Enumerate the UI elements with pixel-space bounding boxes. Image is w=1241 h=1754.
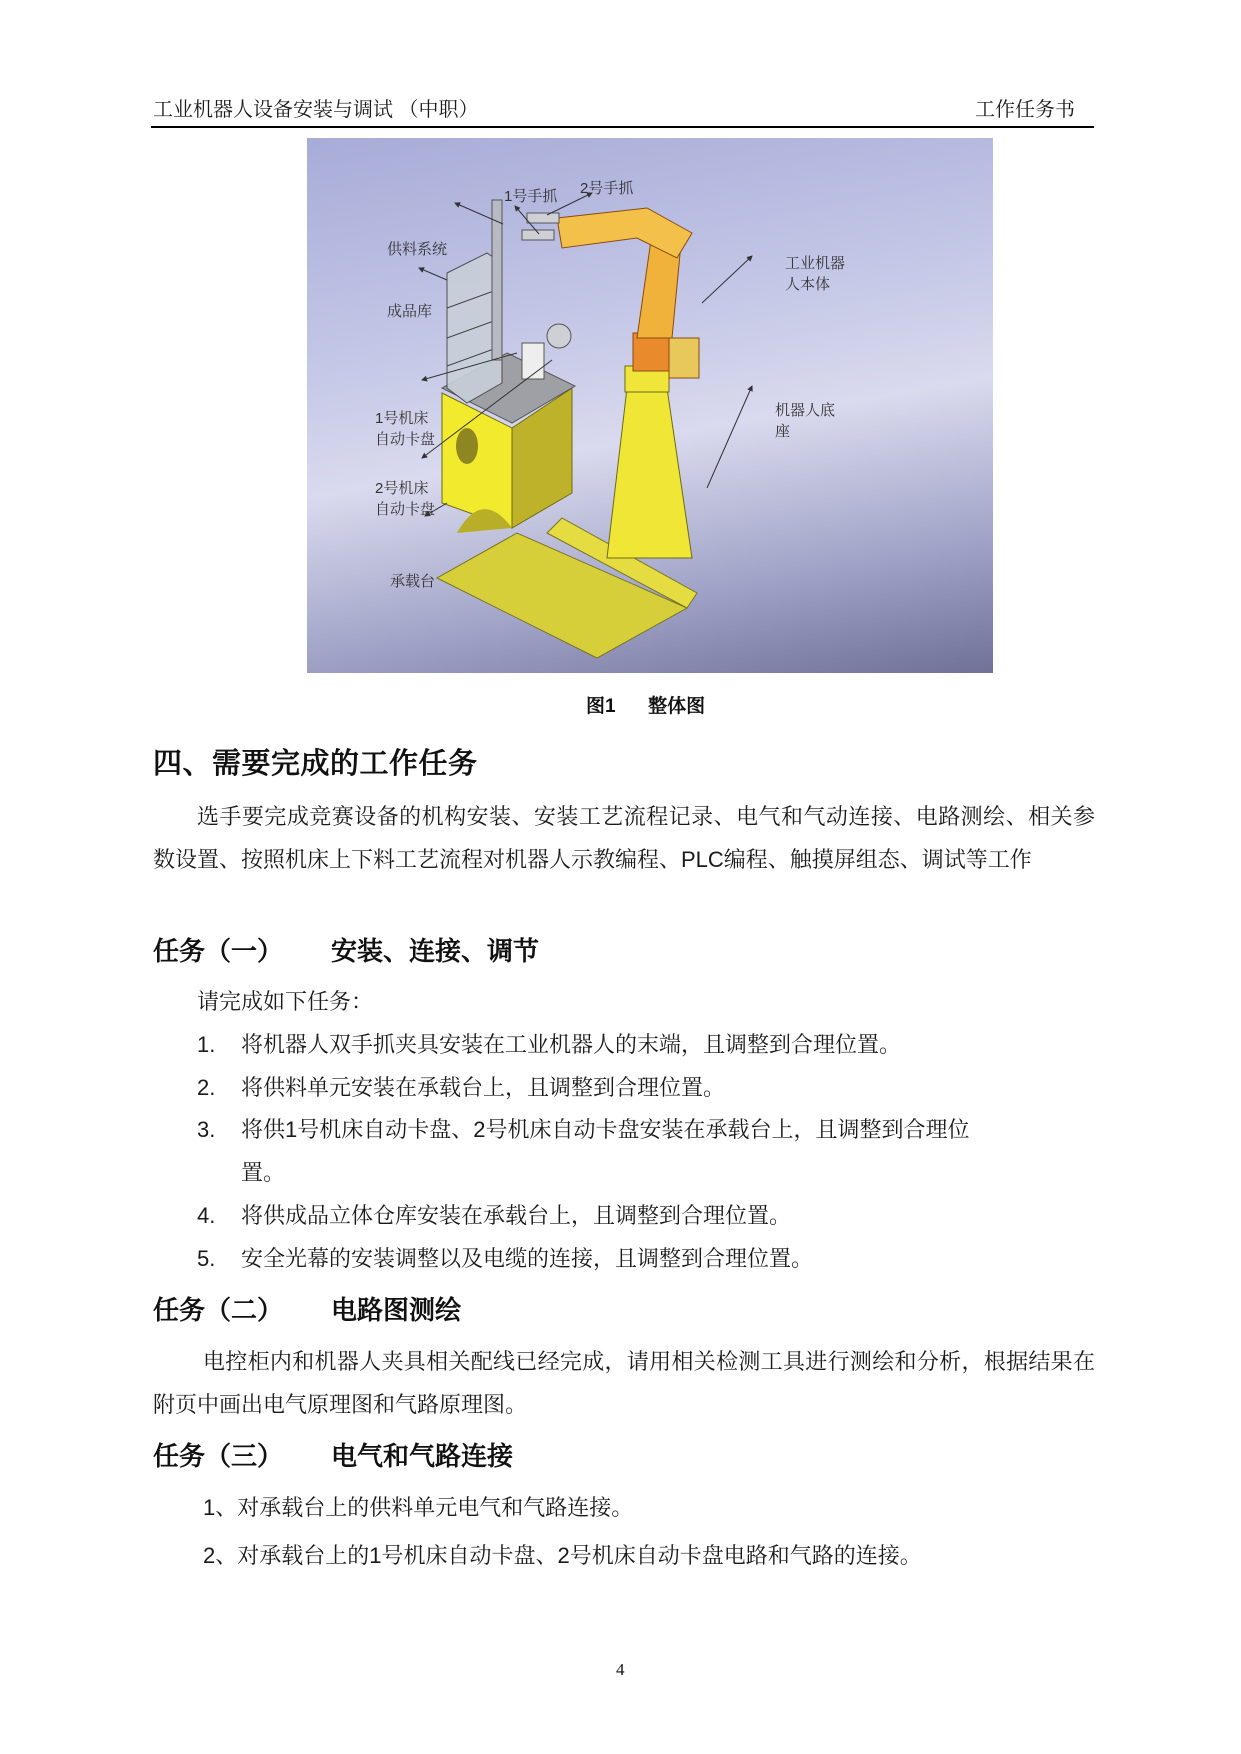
label-chuck-2: 2号机床 自动卡盘 [375, 480, 436, 518]
task-1-item: 5. 安全光幕的安装调整以及电缆的连接，且调整到合理位置。 [197, 1246, 814, 1271]
document-header-type: 工作任务书 [975, 99, 1075, 121]
task-1-item: 1. 将机器人双手抓夹具安装在工业机器人的末端，且调整到合理位置。 [197, 1032, 902, 1057]
header-rule [151, 126, 1094, 128]
task-1-item: 2. 将供料单元安装在承载台上，且调整到合理位置。 [197, 1075, 726, 1100]
task-3-item: 2、对承载台上的1号机床自动卡盘、2号机床自动卡盘电路和气路的连接。 [203, 1543, 922, 1568]
task-1-lead: 请完成如下任务： [197, 989, 374, 1014]
task-2-heading: 任务（二） 电路图测绘 [153, 1295, 462, 1325]
label-robot-base: 机器人底 座 [775, 402, 836, 440]
task-1-item-continuation: 置。 [241, 1160, 286, 1185]
section-intro: 选手要完成竞赛设备的机构安装、安装工艺流程记录、电气和气动连接、电路测绘、相关参数设置、按照机床上下料工艺流程对机器人示教编程、PLC编程、触摸屏组态、调试等工作 [153, 804, 1095, 872]
document-header-title: 工业机器人设备安装与调试 （中职） [153, 99, 479, 121]
task-1-heading: 任务（一） 安装、连接、调节 [153, 936, 540, 966]
label-finished-storage: 成品库 [387, 303, 433, 320]
label-carrier-table: 承载台 [390, 573, 436, 590]
figure-title: 整体图 [648, 696, 706, 717]
figure-number: 图1 [586, 696, 616, 717]
label-feeding-system: 供料系统 [387, 241, 448, 258]
section-title: 四、需要完成的工作任务 [153, 748, 478, 780]
task-3-item: 1、对承载台上的供料单元电气和气路连接。 [203, 1495, 634, 1520]
label-gripper-1: 1号手抓 [504, 188, 558, 205]
label-gripper-2: 2号手抓 [580, 180, 634, 197]
figure-caption [586, 691, 705, 718]
task-3-heading: 任务（三） 电气和气路连接 [153, 1441, 514, 1471]
page-number: 4 [616, 1660, 625, 1679]
task-2-body: 电控柜内和机器人夹具相关配线已经完成，请用相关检测工具进行测绘和分析，根据结果在附页中画出电气原理图和气路原理图。 [153, 1349, 1095, 1417]
robot-workcell-illustration [307, 138, 993, 673]
label-robot-body: 工业机器 人本体 [785, 255, 846, 293]
label-chuck-1: 1号机床 自动卡盘 [375, 410, 436, 448]
task-1-item: 4. 将供成品立体仓库安装在承载台上，且调整到合理位置。 [197, 1203, 792, 1228]
equipment-overview-figure [307, 138, 993, 673]
task-1-item: 3. 将供1号机床自动卡盘、2号机床自动卡盘安装在承载台上，且调整到合理位 [197, 1117, 970, 1142]
